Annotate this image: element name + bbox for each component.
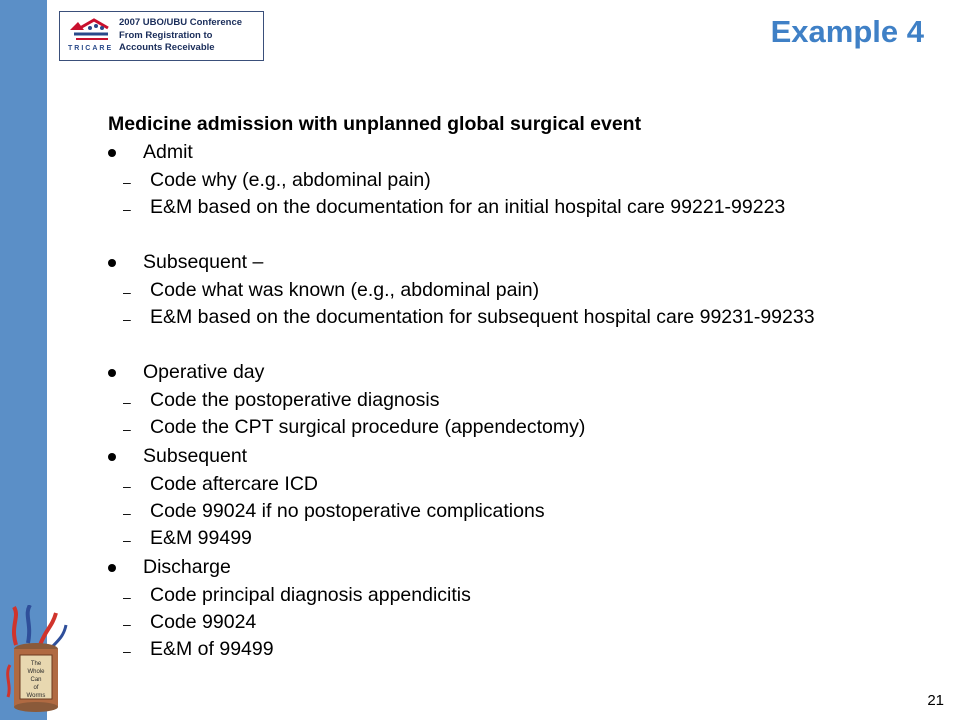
svg-text:Worms: Worms — [26, 693, 46, 699]
dash-marker: – — [123, 643, 131, 659]
sub-bullet-list — [123, 584, 908, 666]
bullet-dot-icon — [108, 149, 116, 157]
bullet-dot-icon — [108, 259, 116, 267]
sub-bullet-item — [123, 196, 908, 250]
sub-bullet-item — [123, 584, 908, 612]
sub-bullet-list — [123, 169, 908, 250]
svg-text:of: of — [33, 685, 39, 691]
sub-bullet-list — [123, 389, 908, 444]
sub-bullet-item — [123, 389, 908, 417]
dash-marker: – — [123, 616, 131, 632]
bullet-label: Subsequent — [143, 445, 248, 467]
sub-bullet-item — [123, 500, 908, 528]
bullet-label: Subsequent – — [143, 251, 264, 273]
sub-bullet-text: Code why (e.g., abdominal pain) — [150, 169, 431, 191]
header-line-2: From Registration to — [119, 29, 213, 41]
sub-bullet-text: E&M based on the documentation for an initial hospital care 99221-99223 — [150, 196, 786, 218]
bullet-item — [108, 360, 908, 444]
bullet-label: Discharge — [143, 556, 231, 578]
bullet-row — [143, 444, 908, 474]
bullet-row — [143, 250, 908, 280]
dash-marker: – — [123, 311, 131, 327]
dash-marker: – — [123, 589, 131, 605]
sub-bullet-item — [123, 279, 908, 307]
slide-title: Example 4 — [770, 14, 924, 49]
tricare-logo-icon — [64, 16, 114, 56]
bullet-label: Operative day — [143, 361, 265, 383]
bullet-row — [143, 140, 908, 170]
sub-bullet-text: Code 99024 if no postoperative complications — [150, 500, 545, 522]
dash-marker: – — [123, 284, 131, 300]
page-number: 21 — [927, 692, 944, 709]
bullet-item — [108, 444, 908, 555]
dash-marker: – — [123, 174, 131, 190]
sub-bullet-text: Code what was known (e.g., abdominal pain) — [150, 279, 540, 301]
sub-bullet-item — [123, 473, 908, 501]
sub-bullet-item — [123, 611, 908, 639]
sub-bullet-item — [123, 306, 908, 360]
bullet-item — [108, 250, 908, 360]
slide-subtitle: Medicine admission with unplanned global surgical event — [108, 113, 642, 135]
sub-bullet-text: E&M of 99499 — [150, 638, 274, 660]
sub-bullet-text: Code the CPT surgical procedure (appendectomy) — [150, 416, 586, 438]
dash-marker: – — [123, 505, 131, 521]
header-line-3: Accounts Receivable — [119, 42, 215, 53]
sub-bullet-item — [123, 416, 908, 444]
sub-bullet-text: E&M 99499 — [150, 527, 252, 549]
svg-text:TRICARE: TRICARE — [68, 45, 114, 52]
sub-bullet-item — [123, 527, 908, 555]
bullet-dot-icon — [108, 564, 116, 572]
sub-bullet-text: E&M based on the documentation for subsequent hospital care 99231-99233 — [150, 306, 815, 328]
dash-marker: – — [123, 532, 131, 548]
sub-bullet-list — [123, 473, 908, 555]
sub-bullet-item — [123, 638, 908, 666]
sub-bullet-text: Code principal diagnosis appendicitis — [150, 584, 471, 606]
bullet-item — [108, 555, 908, 666]
sub-bullet-text: Code 99024 — [150, 611, 257, 633]
dash-marker: – — [123, 201, 131, 217]
sub-bullet-text: Code aftercare ICD — [150, 473, 318, 495]
svg-text:Whole: Whole — [27, 669, 45, 675]
whole-can-of-worms-icon — [6, 605, 68, 715]
sub-bullet-text: Code the postoperative diagnosis — [150, 389, 440, 411]
svg-text:The: The — [30, 661, 42, 667]
bullet-dot-icon — [108, 453, 116, 461]
header-line-1: 2007 UBO/UBU Conference — [119, 17, 243, 28]
dash-marker: – — [123, 478, 131, 494]
bullet-item — [108, 140, 908, 250]
bullet-row — [143, 360, 908, 390]
sub-bullet-item — [123, 169, 908, 197]
bullet-dot-icon — [108, 369, 116, 377]
dash-marker: – — [123, 421, 131, 437]
bullet-list — [108, 140, 908, 666]
bullet-label: Admit — [143, 141, 193, 163]
bullet-row — [143, 555, 908, 585]
conference-header — [59, 11, 264, 61]
svg-text:Can: Can — [30, 677, 42, 683]
dash-marker: – — [123, 394, 131, 410]
slide-content — [108, 110, 908, 666]
sub-bullet-list — [123, 279, 908, 360]
